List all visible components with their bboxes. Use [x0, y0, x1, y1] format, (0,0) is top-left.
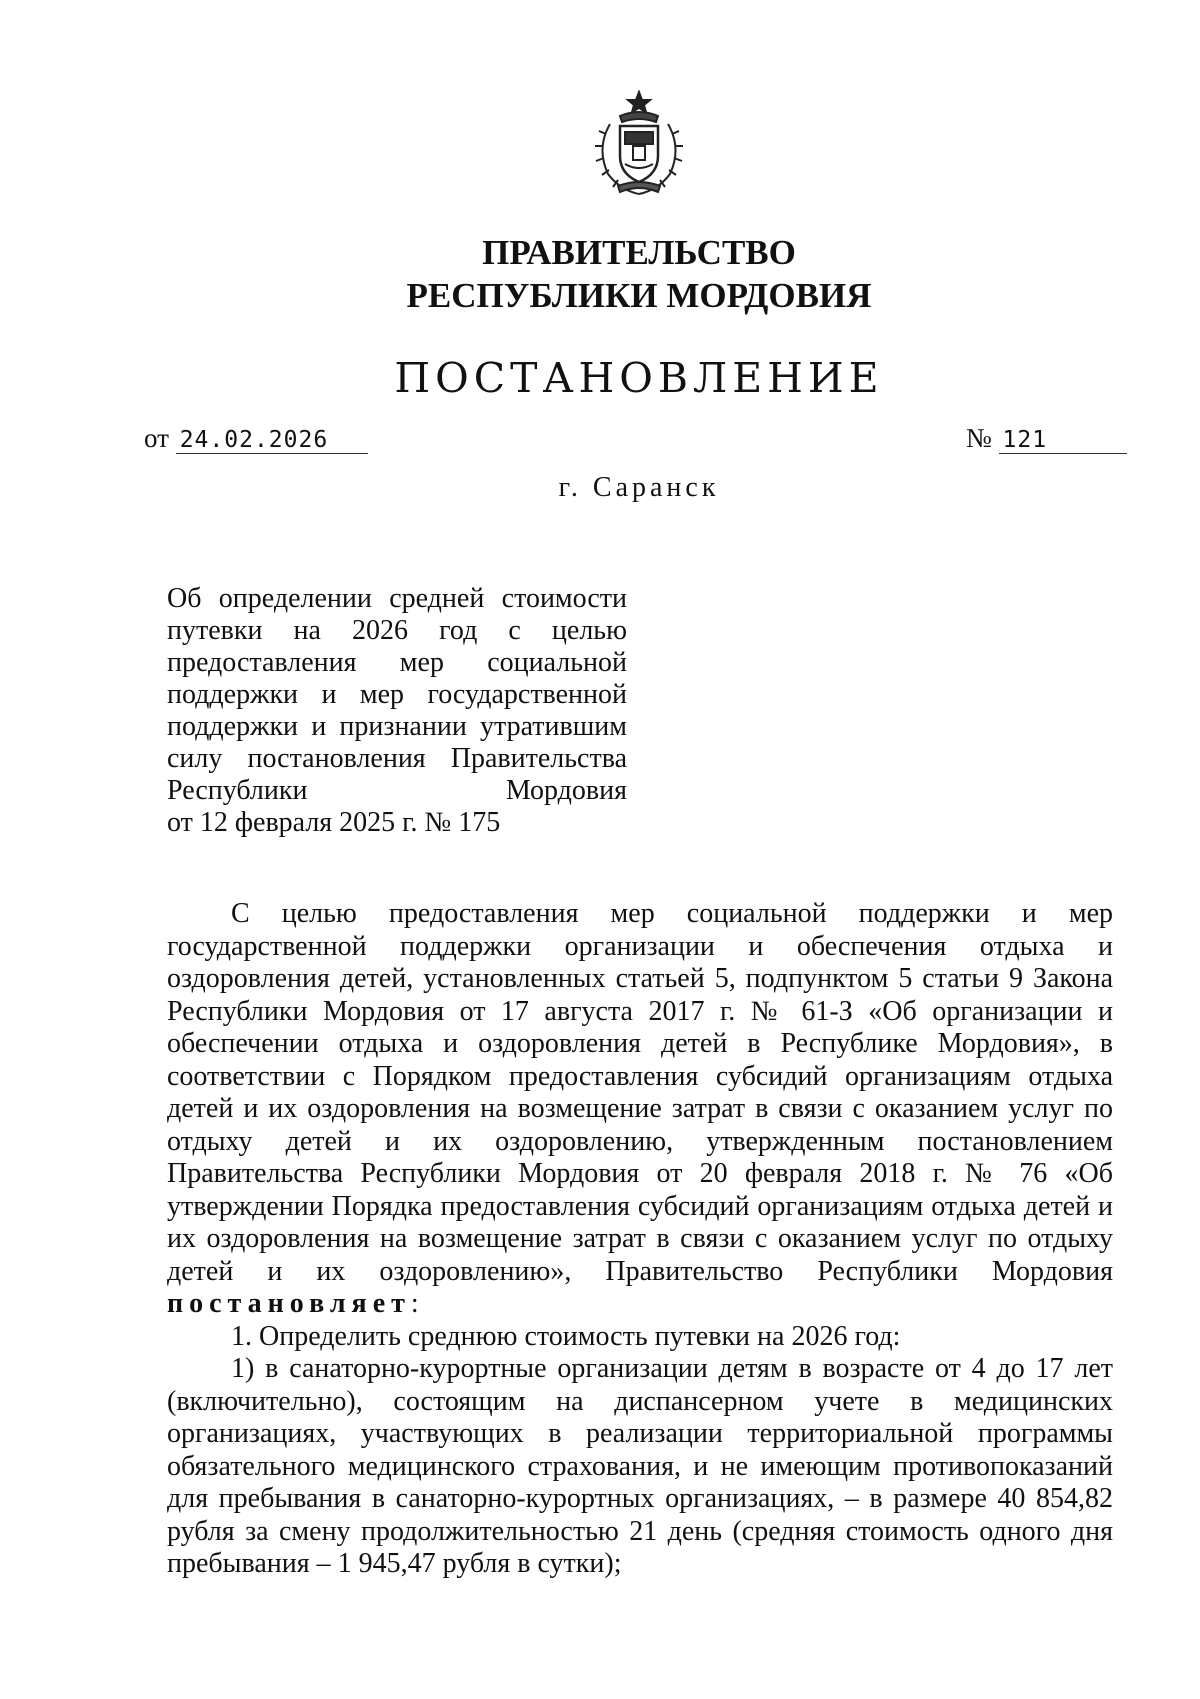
item-1: 1. Определить среднюю стоимость путевки на 2026 год: — [231, 1320, 901, 1352]
government-title-line1: ПРАВИТЕЛЬСТВО — [482, 233, 796, 272]
date-prefix: от — [144, 423, 169, 453]
preamble-tail: : — [410, 1288, 419, 1319]
subject-line: поддержки и мер государственной — [167, 679, 627, 710]
document-subject — [167, 583, 627, 839]
subject-line: путевки на 2026 год с целью — [167, 615, 627, 646]
subject-line: от 12 февраля 2025 г. № 175 — [167, 807, 501, 838]
document-body — [167, 898, 1113, 1581]
preamble-paragraph — [167, 898, 1113, 1321]
number-line — [966, 423, 1127, 454]
subject-line: предоставления мер социальной — [167, 647, 627, 678]
subject-line: Республики Мордовия — [167, 775, 627, 806]
date-value: 24.02.2026 — [176, 427, 368, 454]
number-prefix: № — [966, 423, 992, 453]
preamble-text: С целью предоставления мер социальной поддержки и мер государственной поддержки организации и обеспечения отдыха и оздоровления детей, установленных статьей 5, подпунктом 5 статьи 9 Закона Республики Мордовия от 17 августа 2017 г. № 61-З «Об организации и обеспечении отдыха и оздоровления детей в Республике Мордовия», в соответствии с Порядком предоставления субсидий организациям отдыха детей и их оздоровления на возмещение затрат в связи с оказанием услуг по отдыху детей и их оздоровлению, утвержденным постановлением Правительства Республики Мордовия от 20 февраля 2018 г. № 76 «Об утверждении Порядка предоставления субсидий организациям отдыха детей и их оздоровления на возмещение затрат в связи с оказанием услуг по отдыху детей и их оздоровлению», Правительство Республики Мордовия — [167, 898, 1113, 1287]
subject-line: поддержки и признании утратившим — [167, 711, 627, 742]
date-line — [144, 423, 368, 454]
subject-line: силу постановления Правительства — [167, 743, 627, 774]
document-type: ПОСТАНОВЛЕНИЕ — [394, 354, 884, 402]
government-title-line2: РЕСПУБЛИКИ МОРДОВИЯ — [406, 276, 872, 315]
subject-line: Об определении средней стоимости — [167, 583, 627, 614]
coat-of-arms-emblem — [588, 90, 690, 198]
number-value: 121 — [999, 427, 1127, 454]
city: г. Саранск — [558, 472, 720, 503]
item-1-1: 1) в санаторно-курортные организации детям в возрасте от 4 до 17 лет (включительно), состоящим на диспансерном учете в медицинских организациях, участвующих в реализации территориальной программы обязательного медицинского страхования, и не имеющим противопоказаний для пребывания в санаторно-курортных организациях, – в размере 40 854,82 рубля за смену продолжительностью 21 день (средняя стоимость одного дня пребывания – 1 945,47 рубля в сутки); — [167, 1353, 1113, 1579]
decree-keyword: постановляет — [167, 1288, 411, 1319]
